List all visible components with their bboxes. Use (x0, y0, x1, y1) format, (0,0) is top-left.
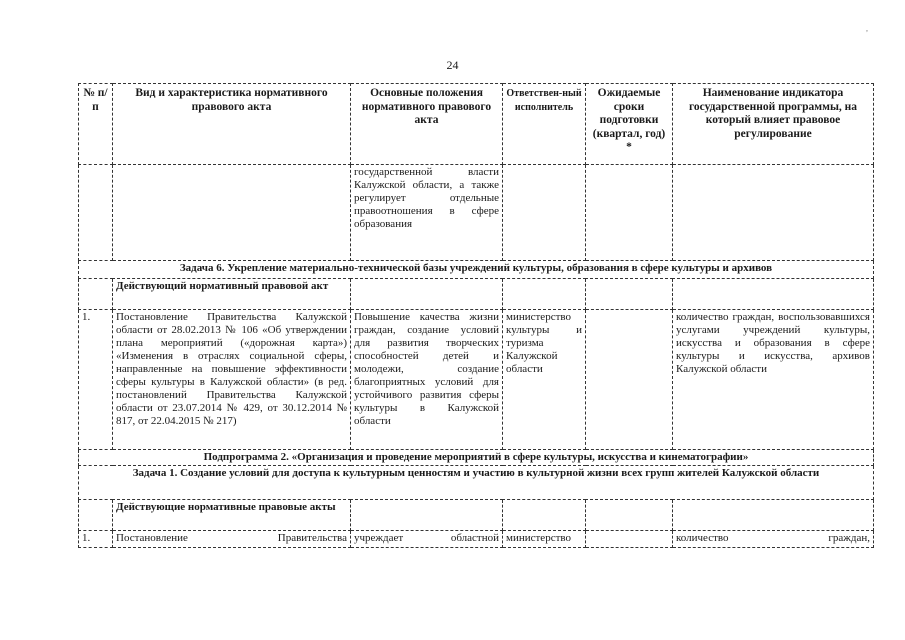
acts-label-2: Действующие нормативные правовые акты (113, 500, 351, 531)
table-row (79, 310, 874, 450)
header-indicator: Наименование индикатора государственной программы, на который влияет правовое регулирование (673, 84, 874, 165)
table-row (79, 500, 874, 531)
header-num: № п/п (79, 84, 113, 165)
section-row (79, 466, 874, 500)
header-executor: Ответствен-ный исполнитель (503, 84, 586, 165)
subprogram-2-heading: Подпрограмма 2. «Организация и проведение мероприятий в сфере культуры, искусства и кинематографии» (79, 450, 874, 466)
header-terms: Ожидаемые сроки подготовки (квартал, год) * (586, 84, 673, 165)
row2-num: 1. (79, 531, 113, 548)
row2-executor: министерство (503, 531, 586, 548)
row1-terms (586, 310, 673, 450)
row2-indicator: количество граждан, (673, 531, 874, 548)
table-header-row (79, 84, 874, 165)
row1-kind: Постановление Правительства Калужской области от 28.02.2013 № 106 «Об утверждении плана мероприятий («дорожная карта») «Изменения в отраслях социальной сферы, направленные на повышение эффективности сферы культуры в Калужской области» (в ред. постановлений Правительства Калужской области от 23.07.2014 № 429, от 30.12.2014 № 817, от 22.04.2015 № 217) (113, 310, 351, 450)
table-row (79, 531, 874, 548)
row2-kind: Постановление Правительства (113, 531, 351, 548)
section-row (79, 261, 874, 279)
header-kind: Вид и характеристика нормативного правового акта (113, 84, 351, 165)
row1-executor: министерство культуры и туризма Калужской области (503, 310, 586, 450)
corner-mark: , (866, 24, 868, 33)
task-1-heading: Задача 1. Создание условий для доступа к культурным ценностям и участию в культурной жизни всех групп жителей Калужской области (79, 466, 874, 500)
row1-indicator: количество граждан, воспользовавшихся услугами учреждений культуры, искусства и образования в сфере культуры и искусства, архивов Калужской области (673, 310, 874, 450)
section-row (79, 450, 874, 466)
continuation-content: государственной власти Калужской области, а также регулирует отдельные правоотношения в сфере образования (351, 165, 503, 261)
page-number: 24 (446, 58, 459, 72)
table-row (79, 165, 874, 261)
normative-acts-table (78, 83, 874, 548)
row1-content: Повышение качества жизни граждан, создание условий для развития творческих способностей детей и молодежи, создание благоприятных условий для устойчивого развития сферы культуры в Калужской области (351, 310, 503, 450)
table-row (79, 279, 874, 310)
row1-num: 1. (79, 310, 113, 450)
row2-content: учреждает областной (351, 531, 503, 548)
task-6-heading: Задача 6. Укрепление материально-технической базы учреждений культуры, образования в сфере культуры и архивов (79, 261, 874, 279)
header-content: Основные положения нормативного правового акта (351, 84, 503, 165)
row2-terms (586, 531, 673, 548)
acts-label-1: Действующий нормативный правовой акт (113, 279, 351, 310)
